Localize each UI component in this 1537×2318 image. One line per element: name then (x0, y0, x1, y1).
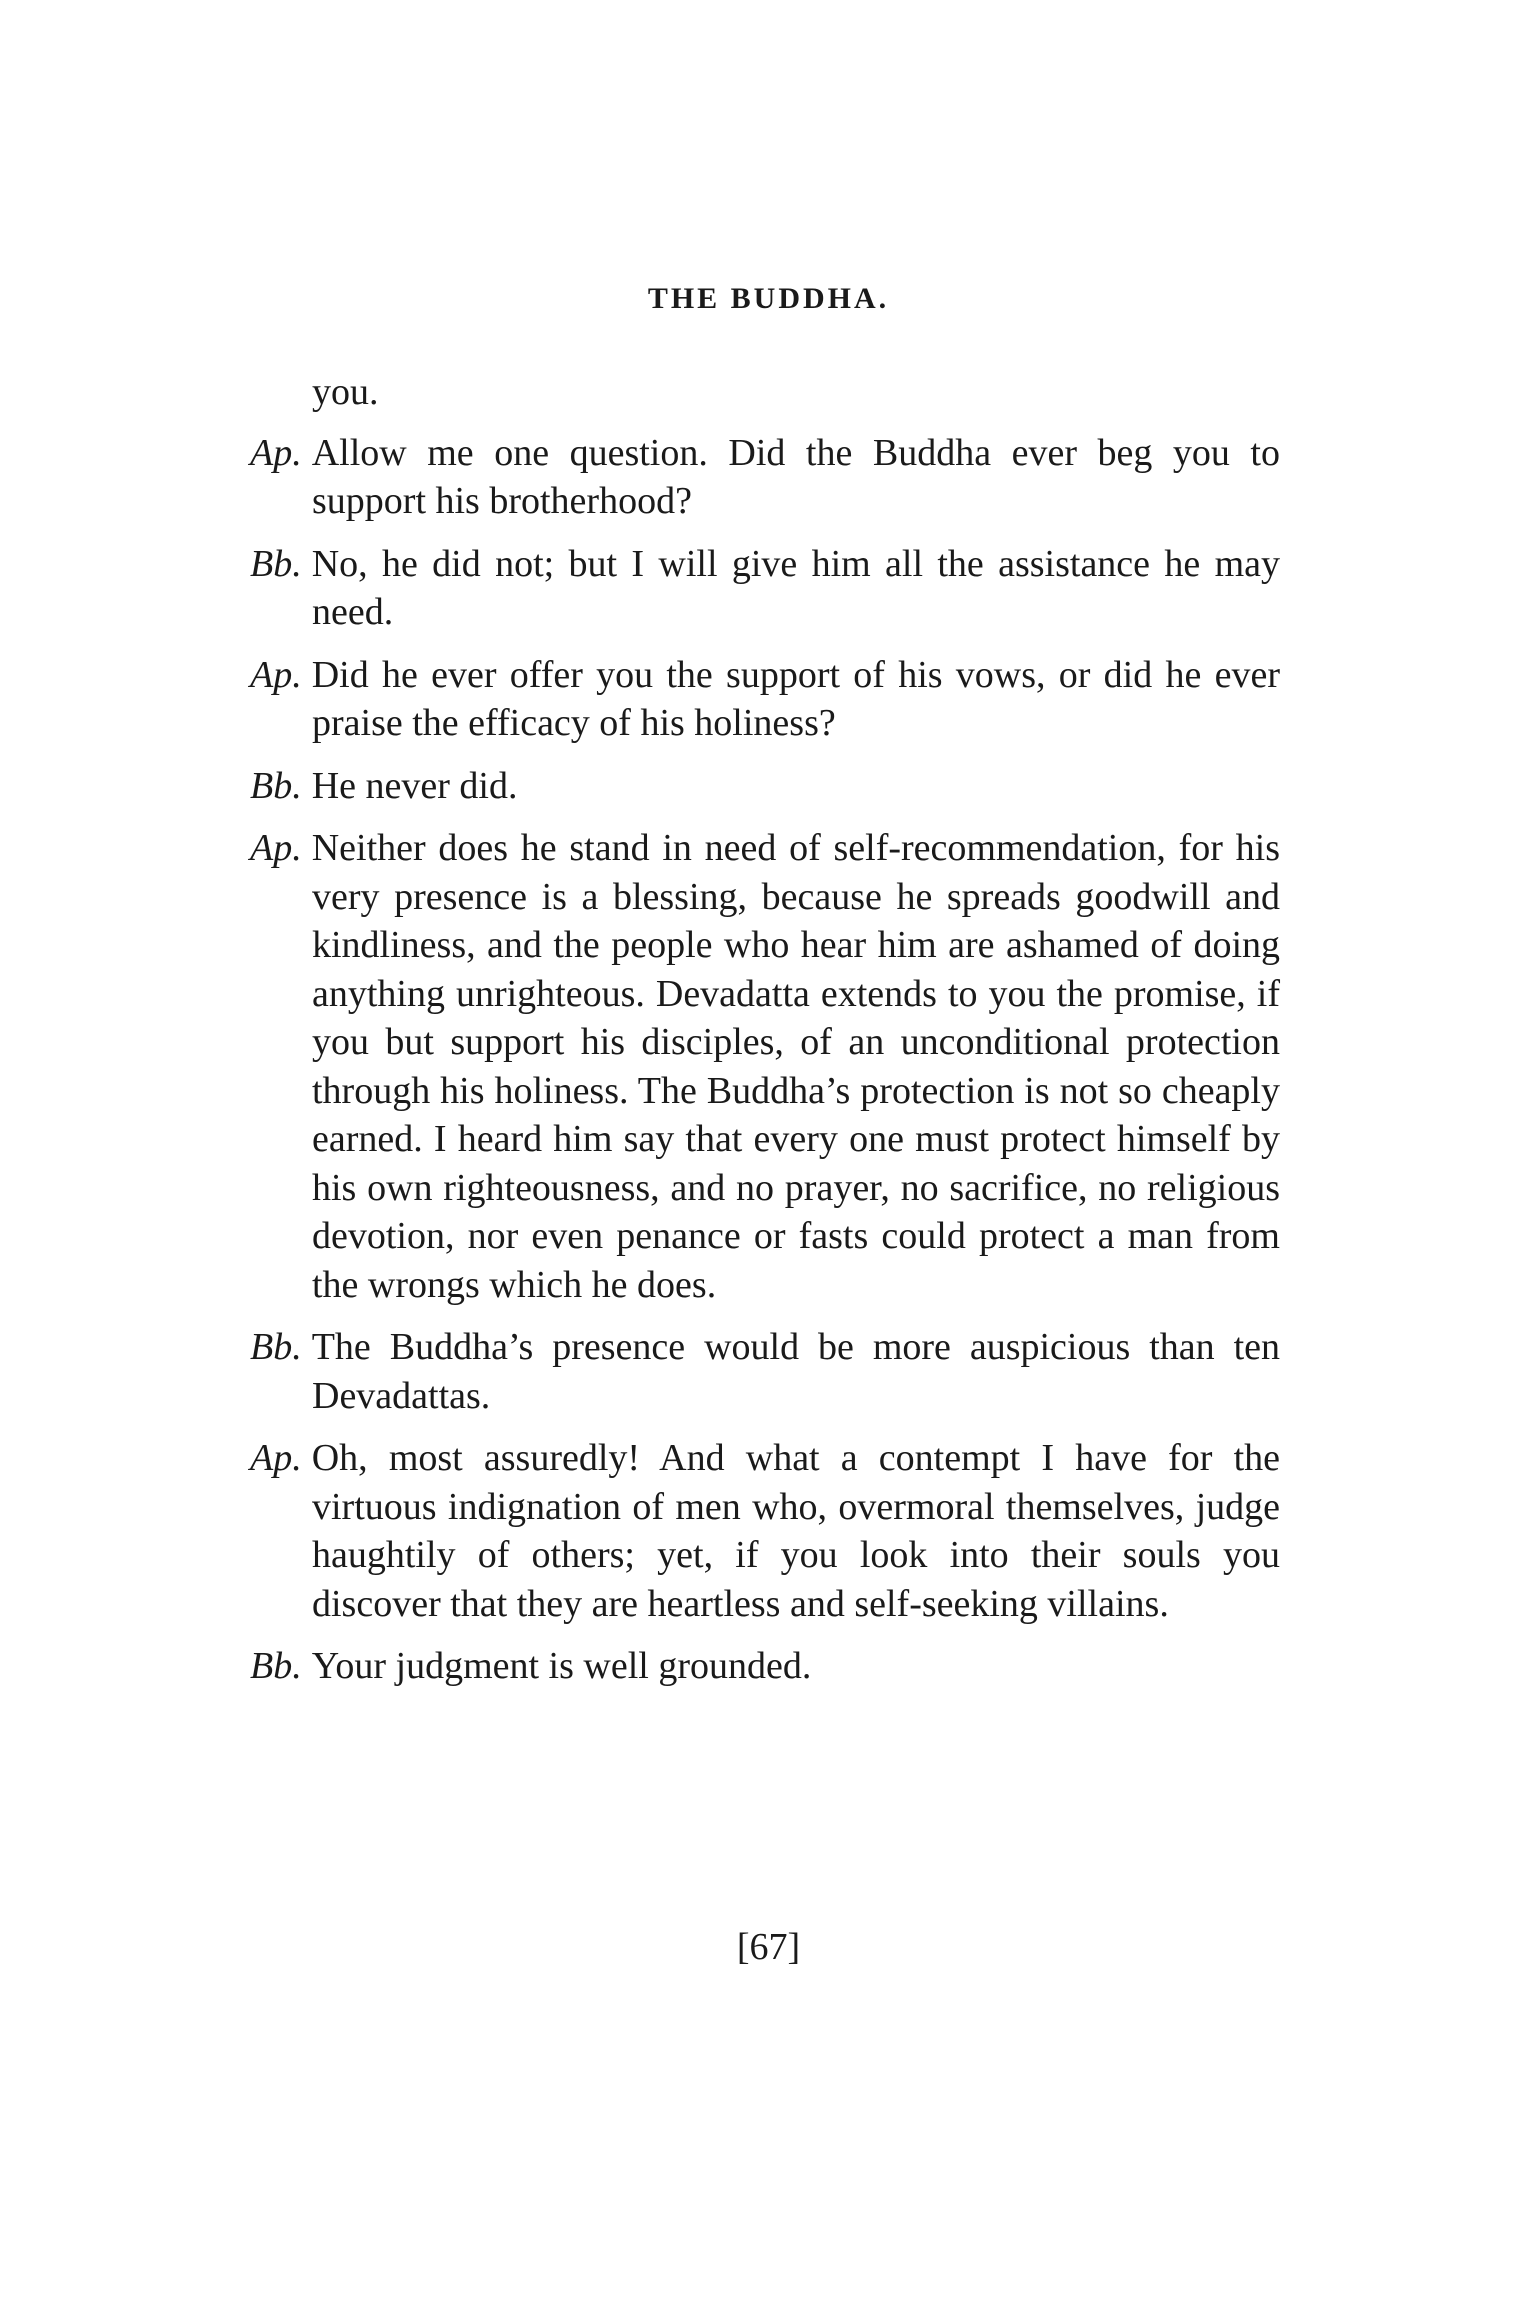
speech-text: Did he ever offer you the support of his vows, or did he ever praise the efficacy of his holiness? (311, 653, 1280, 744)
speaker-label: Bb. (250, 542, 302, 585)
speech-paragraph (250, 1434, 1280, 1628)
speech-text: Oh, most assuredly! And what a contempt I have for the virtuous indignation of men who, overmoral themselves, judge haughtily of others; yet, if you look into their souls you discover that they are heartless and self-seeking villains. (311, 1437, 1280, 1625)
speech-paragraph (250, 651, 1280, 748)
speaker-label: Ap. (250, 1437, 302, 1479)
dialogue-body (250, 368, 1280, 1705)
speech-paragraph (250, 762, 1280, 811)
speech-text: Your judgment is well grounded. (311, 1645, 812, 1687)
speech-paragraph (250, 429, 1280, 526)
speech-paragraph (250, 1642, 1280, 1691)
running-head: THE BUDDHA. (647, 282, 890, 315)
speech-text: Neither does he stand in need of self-recommendation, for his very presence is a blessing, because he spreads goodwill and kindliness, and the people who hear him are ashamed of doing anything unrighteous. Devadatta extends to you the promise, if you but support his disciples, of an unconditional protection through his holiness. The Buddha’s protection is not so cheaply earned. I heard him say that every one must protect himself by his own righteousness, and no prayer, no sacrifice, no religious devotion, nor even penance or fasts could protect a man from the wrongs which he does. (311, 827, 1280, 1306)
speaker-label: Bb. (250, 764, 302, 807)
speech-text: Allow me one question. Did the Buddha ever beg you to support his brotherhood? (311, 431, 1280, 522)
speaker-label: Ap. (250, 827, 302, 869)
speaker-label: Bb. (250, 1326, 302, 1368)
continuation-text: you. (312, 371, 379, 413)
speech-paragraph (250, 1323, 1280, 1420)
speech-text: The Buddha’s presence would be more auspicious than ten Devadattas. (311, 1326, 1280, 1417)
speaker-label: Ap. (250, 653, 302, 696)
speech-text: He never did. (311, 764, 518, 807)
speech-paragraph (250, 824, 1280, 1309)
page-number: [67] (736, 1926, 801, 1968)
speaker-label: Bb. (250, 1645, 302, 1687)
speech-text: No, he did not; but I will give him all the assistance he may need. (311, 542, 1280, 633)
speech-paragraph (250, 540, 1280, 637)
speaker-label: Ap. (250, 431, 302, 474)
